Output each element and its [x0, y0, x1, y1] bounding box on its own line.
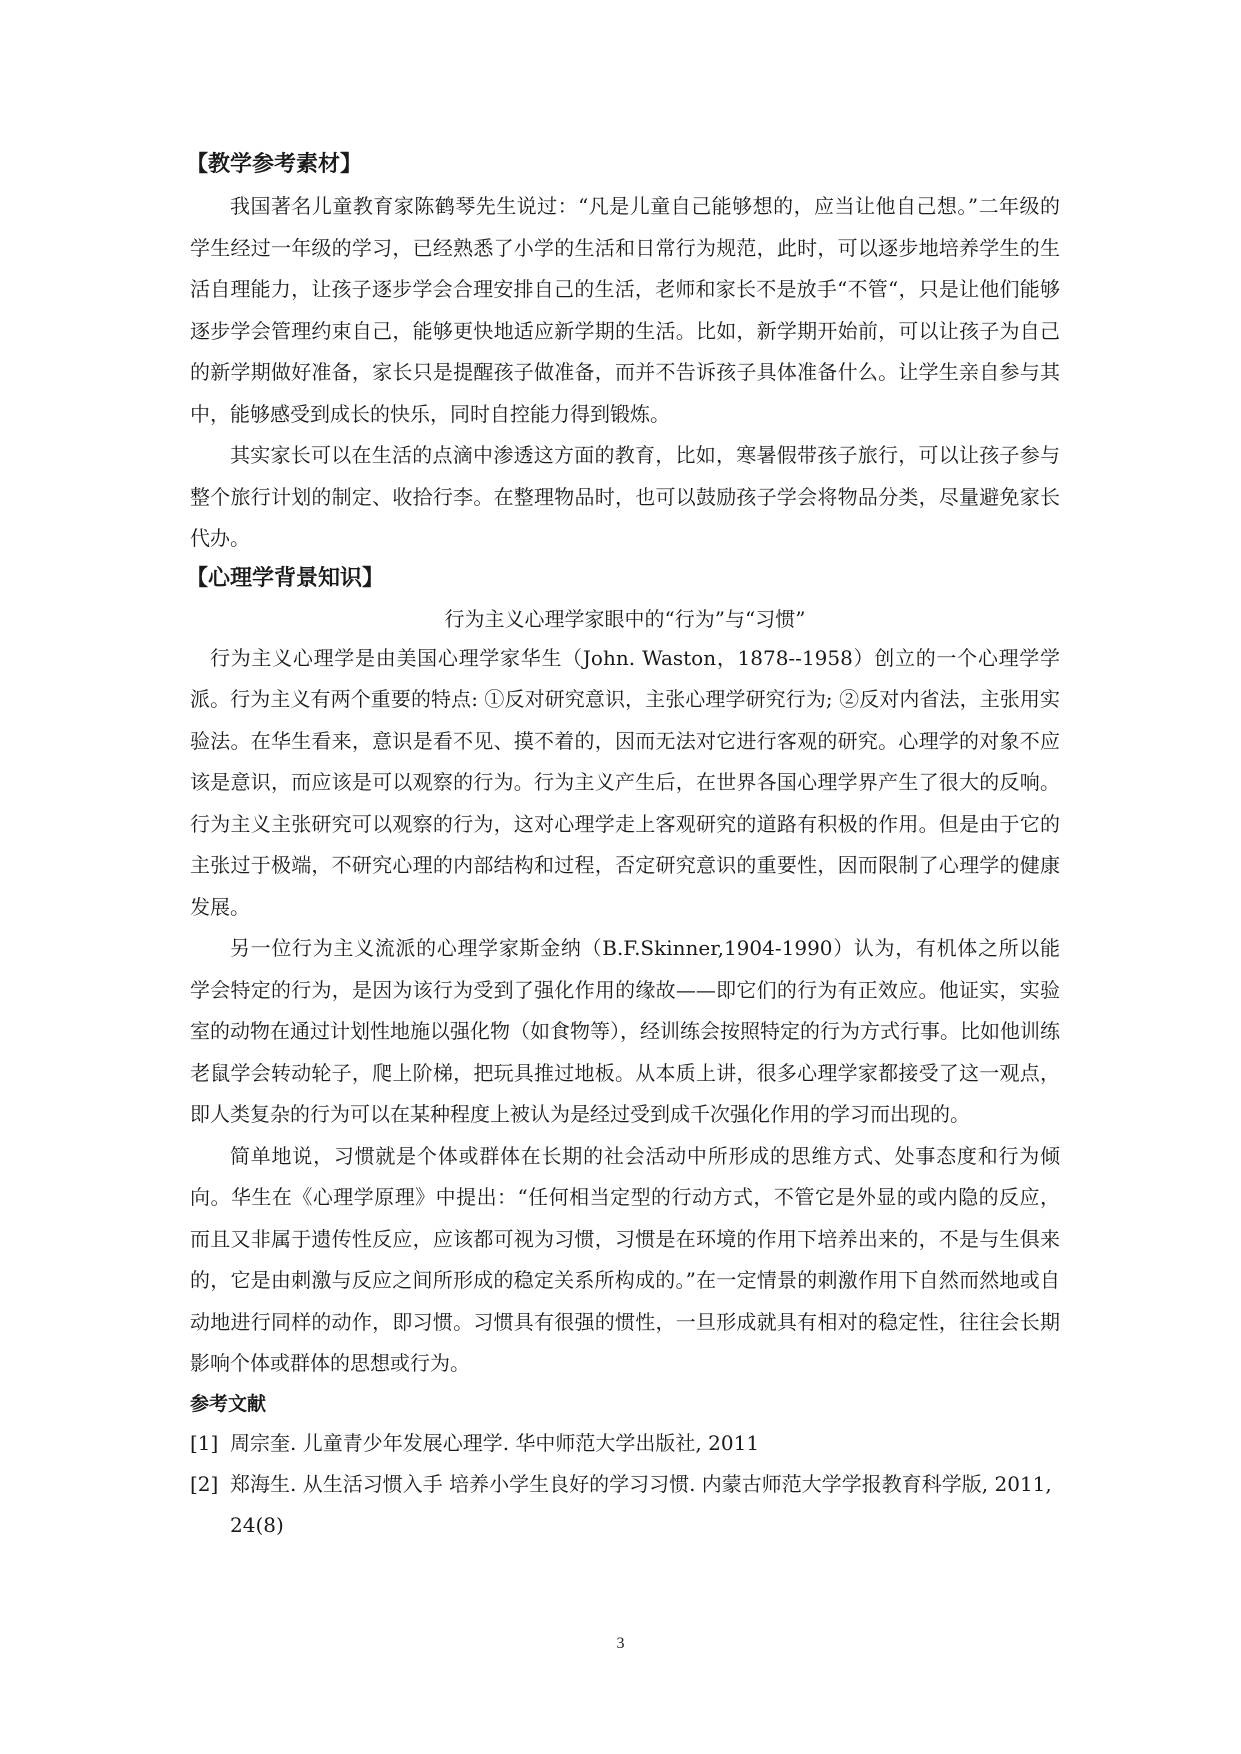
section-heading-psychology-background: 【心理学背景知识】 [186, 565, 385, 591]
section-heading-teaching-materials: 【教学参考素材】 [186, 152, 363, 177]
article-subtitle: 行为主义心理学家眼中的“行为”与“习惯” [444, 606, 806, 631]
paragraph: 其实家长可以在生活的点滴中渗透这方面的教育，比如，寒暑假带孩子旅行，可以让孩子参与整个旅行计划的制定、收拾行李。在整理物品时，也可以鼓励孩子学会将物品分类，尽量避免家长代办。 [190, 443, 1060, 550]
paragraph: 我国著名儿童教育家陈鹤琴先生说过：“凡是儿童自己能够想的，应当让他自己想。”二年级的学生经过一年级的学习，已经熟悉了小学的生活和日常行为规范，此时，可以逐步地培养学生的生活自理能力，让孩子逐步学会合理安排自己的生活，老师和家长不是放手“不管“，只是让他们能够逐步学会管理约束自己，能够更快地适应新学期的生活。比如，新学期开始前，可以让孩子为自己的新学期做好准备，家长只是提醒孩子做准备，而并不告诉孩子具体准备什么。让学生亲自参与其中，能够感受到成长的快乐，同时自控能力得到锻炼。 [190, 194, 1060, 426]
references-heading: 参考文献 [190, 1392, 267, 1415]
paragraph: 另一位行为主义流派的心理学家斯金纳（B.F.Skinner,1904-1990）认为，有机体之所以能学会特定的行为，是因为该行为受到了强化作用的缘故——即它们的行为有正效应。他证实，实验室的动物在通过计划性地施以强化物（如食物等），经训练会按照特定的行为方式行事。比如他训练老鼠学会转动轮子，爬上阶梯，把玩具推过地板。从本质上讲，很多心理学家都接受了这一观点，即人类复杂的行为可以在某种程度上被认为是经过受到成千次强化作用的学习而出现的。 [190, 936, 1060, 1126]
reference-number: [1] [190, 1430, 219, 1455]
paragraph: 简单地说，习惯就是个体或群体在长期的社会活动中所形成的思维方式、处事态度和行为倾向。华生在《心理学原理》中提出：“任何相当定型的行动方式，不管它是外显的或内隐的反应，而且又非属于遗传性反应，应该都可视为习惯，习惯是在环境的作用下培养出来的，不是与生俱来的，它是由刺激与反应之间所形成的稳定关系所构成的。”在一定情景的刺激作用下自然而然地或自动地进行同样的动作，即习惯。习惯具有很强的惯性，一旦形成就具有相对的稳定性，往往会长期影响个体或群体的思想或行为。 [190, 1143, 1060, 1375]
reference-item [190, 1423, 1060, 1464]
document-page [186, 150, 1060, 1546]
reference-text: 郑海生. 从生活习惯入手 培养小学生良好的学习习惯. 内蒙古师范大学学报教育科学版, 2011, 24(8) [230, 1471, 1052, 1537]
reference-item [190, 1464, 1060, 1546]
reference-text: 周宗奎. 儿童青少年发展心理学. 华中师范大学出版社, 2011 [230, 1430, 760, 1455]
paragraph: 行为主义心理学是由美国心理学家华生（John. Waston，1878--1958）创立的一个心理学学派。行为主义有两个重要的特点: ①反对研究意识，主张心理学研究行为; ②反对内省法，主张用实验法。在华生看来，意识是看不见、摸不着的，因而无法对它进行客观的研究。心理学的对象不应该是意识，而应该是可以观察的行为。行为主义产生后，在世界各国心理学界产生了很大的反响。行为主义主张研究可以观察的行为，这对心理学走上客观研究的道路有积极的作用。但是由于它的主张过于极端，不研究心理的内部结构和过程，否定研究意识的重要性，因而限制了心理学的健康发展。 [190, 645, 1060, 919]
page-number: 3 [616, 1635, 625, 1652]
reference-number: [2] [190, 1471, 219, 1496]
